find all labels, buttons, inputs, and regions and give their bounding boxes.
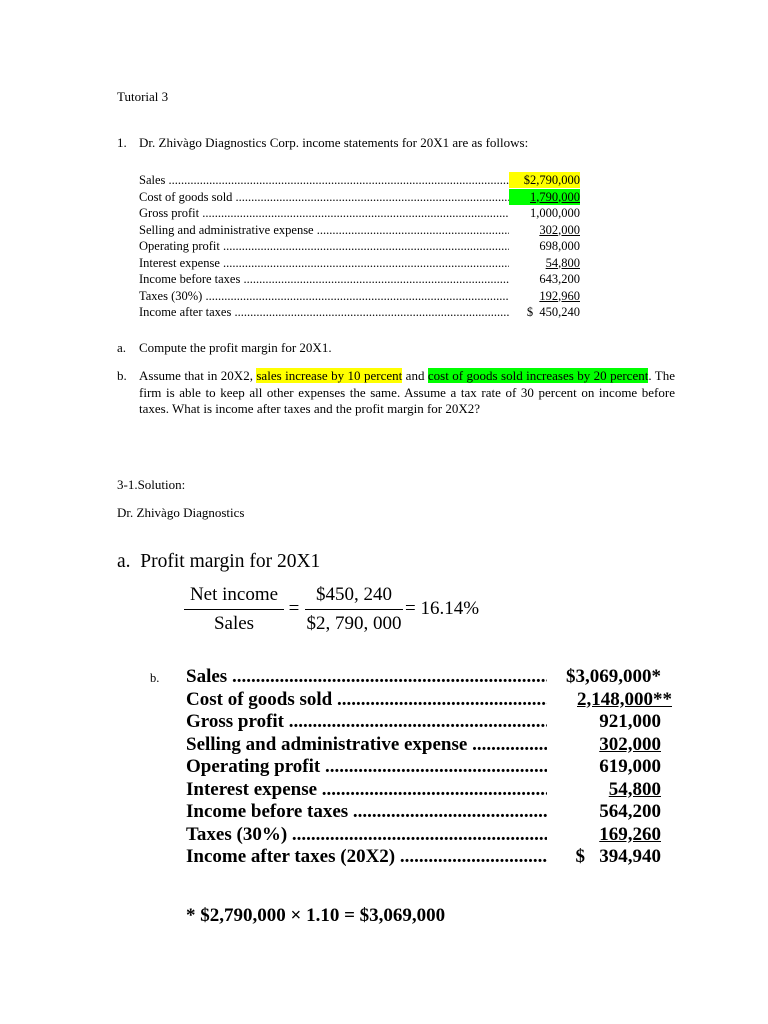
row-value: 302,000 <box>539 222 580 237</box>
row-value: 619,000 <box>599 756 661 777</box>
row-label: Gross profit ..... <box>139 205 509 221</box>
statement-row <box>186 666 661 689</box>
statement-row <box>186 801 661 824</box>
statement-row <box>186 756 661 779</box>
part-a-solution-title: a. Profit margin for 20X1 <box>117 551 321 572</box>
part-b-text-1: Assume that in 20X2, <box>139 368 257 383</box>
row-label: Income after taxes ..... <box>139 304 509 320</box>
row-label: Operating profit ..... <box>186 756 547 779</box>
question-text: Dr. Zhivàgo Diagnostics Corp. income statements for 20X1 are as follows: <box>139 135 529 150</box>
row-value: 2,148,000** <box>577 688 672 710</box>
row-value: 169,260 <box>599 823 661 845</box>
part-b-letter: b. <box>117 368 127 383</box>
part-b-solution-letter: b. <box>150 671 160 685</box>
formula-numerator-right: $450, 240 <box>316 584 392 605</box>
formula-denominator-left: Sales <box>213 613 255 634</box>
row-label: Cost of goods sold ..... <box>186 689 547 712</box>
row-value: 302,000 <box>599 733 661 755</box>
row-value: 643,200 <box>539 272 580 286</box>
tutorial-title: Tutorial 3 <box>117 89 169 104</box>
row-value: 54,800 <box>545 255 580 270</box>
row-value: 564,200 <box>599 801 661 822</box>
row-label: Income before taxes ..... <box>186 801 547 824</box>
row-value: 1,000,000 <box>530 206 580 220</box>
part-a-letter: a. <box>117 340 127 355</box>
statement-row <box>139 255 580 271</box>
row-label: Income after taxes (20X2) ..... <box>186 846 547 869</box>
part-b-text <box>139 368 675 418</box>
statement-row <box>139 205 580 221</box>
statement-row <box>186 846 661 869</box>
footnote-sales-calc: * $2,790,000 × 1.10 = $3,069,000 <box>186 905 446 926</box>
statement-row <box>139 172 580 188</box>
formula-equals: = <box>288 598 300 619</box>
statement-row <box>139 238 580 254</box>
row-label: Income before taxes ..... <box>139 271 509 287</box>
statement-row <box>186 711 661 734</box>
row-label: Taxes (30%) ..... <box>186 824 547 847</box>
statement-row <box>186 824 661 847</box>
row-value: 1,790,000 <box>509 189 580 205</box>
part-a-text: Compute the profit margin for 20X1. <box>139 340 332 355</box>
row-label: Taxes (30%) ..... <box>139 288 509 304</box>
fraction-bar-right <box>305 609 403 610</box>
statement-row <box>139 271 580 287</box>
formula-denominator-right: $2, 790, 000 <box>306 613 402 634</box>
statement-row <box>139 304 580 320</box>
highlight-cogs-increase: cost of goods sold increases by 20 percent <box>427 368 649 383</box>
statement-row <box>186 734 661 757</box>
statement-row <box>186 689 682 712</box>
row-label: Operating profit ..... <box>139 238 509 254</box>
row-value: 698,000 <box>539 239 580 253</box>
row-label: Interest expense ..... <box>139 255 509 271</box>
formula-result: = 16.14% <box>405 598 480 619</box>
row-label: Sales ..... <box>139 172 509 188</box>
row-value: 921,000 <box>599 711 661 732</box>
statement-row <box>186 779 661 802</box>
formula-numerator-left: Net income <box>189 584 279 605</box>
row-label: Cost of goods sold ..... <box>139 189 509 205</box>
statement-row <box>139 288 580 304</box>
solution-company: Dr. Zhivàgo Diagnostics <box>117 505 245 520</box>
solution-heading: 3-1.Solution: <box>117 477 186 492</box>
row-value: $ 394,940 <box>575 846 661 867</box>
statement-row <box>139 189 580 205</box>
row-value: $2,790,000 <box>509 172 580 188</box>
statement-row <box>139 222 580 238</box>
highlight-sales-increase: sales increase by 10 percent <box>256 368 403 383</box>
row-label: Selling and administrative expense ..... <box>139 222 509 238</box>
row-value: $ 450,240 <box>526 305 580 319</box>
row-label: Interest expense ..... <box>186 779 547 802</box>
question-number: 1. <box>117 135 127 150</box>
row-value: $3,069,000* <box>566 666 661 687</box>
row-label: Selling and administrative expense ..... <box>186 734 547 757</box>
row-value: 54,800 <box>608 778 661 800</box>
fraction-bar-left <box>184 609 284 610</box>
row-value: 192,960 <box>539 288 580 303</box>
part-b-text-3: . The firm is able to keep all other expenses the same. Assume a tax rate of 30 percent on income before taxes. What is income after taxes and the profit margin for 20X2? <box>139 368 676 417</box>
row-label: Gross profit ..... <box>186 711 547 734</box>
part-b-text-2: and <box>402 368 428 383</box>
row-label: Sales ..... <box>186 666 547 689</box>
